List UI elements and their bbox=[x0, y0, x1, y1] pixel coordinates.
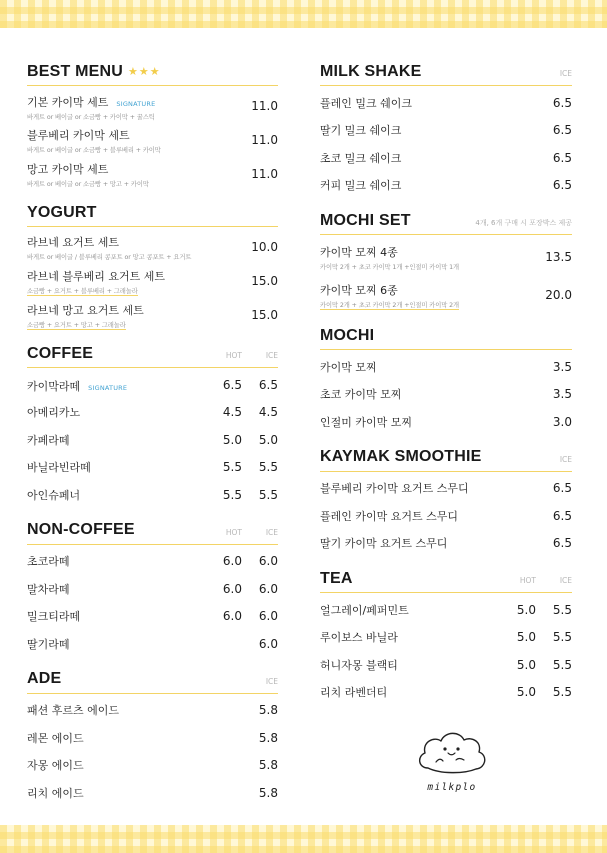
section-header bbox=[27, 666, 278, 694]
item-name: 카페라떼 bbox=[27, 433, 70, 447]
hot-price: 5.5 bbox=[222, 460, 242, 475]
section-title: COFFEE bbox=[27, 344, 94, 362]
menu-item bbox=[27, 752, 278, 780]
item-description: 바게트 or 베이글 or 소금빵 + 망고 + 카이막 bbox=[27, 180, 149, 188]
item-name: 허니자몽 블랙티 bbox=[320, 658, 398, 672]
item-name: 얼그레이/페퍼민트 bbox=[320, 603, 409, 617]
ice-column-label: ICE bbox=[559, 454, 572, 464]
item-name: 초코 카이막 모찌 bbox=[320, 388, 402, 402]
item-name: 패션 후르츠 에이드 bbox=[27, 704, 120, 718]
menu-item bbox=[27, 399, 278, 427]
menu-left-column bbox=[27, 58, 278, 815]
item-name: 플레인 밀크 쉐이크 bbox=[320, 96, 413, 110]
item-price: 15.0 bbox=[251, 274, 278, 288]
item-price: 6.5 bbox=[552, 123, 572, 138]
menu-item bbox=[27, 603, 278, 631]
item-name: 카이막라떼 bbox=[27, 380, 81, 394]
item-price: 15.0 bbox=[251, 308, 278, 322]
item-name: 레몬 에이드 bbox=[27, 731, 84, 745]
item-price: 3.5 bbox=[552, 359, 572, 374]
item-name: 카이막 모찌 bbox=[320, 360, 377, 374]
item-price: 11.0 bbox=[251, 99, 278, 113]
brand-name: milkplo bbox=[427, 782, 477, 793]
item-name: 라브네 요거트 세트 bbox=[27, 235, 120, 249]
ice-column-label: ICE bbox=[265, 527, 278, 537]
item-name: 말차라떼 bbox=[27, 582, 70, 596]
stars-icon: ★★★ bbox=[128, 65, 161, 78]
section-title: MILK SHAKE bbox=[320, 62, 422, 80]
menu-right-column bbox=[320, 58, 572, 714]
section-milk-shake bbox=[320, 58, 572, 199]
menu-item bbox=[320, 381, 572, 409]
ice-price: 5.5 bbox=[552, 657, 572, 672]
menu-item bbox=[320, 651, 572, 679]
menu-item bbox=[320, 502, 572, 530]
section-header bbox=[320, 207, 572, 235]
ice-column-label: ICE bbox=[265, 676, 278, 686]
ice-price: 6.5 bbox=[258, 377, 278, 392]
item-description: 카이막 2개 + 초코 카이막 2개 +인절미 카이막 2개 bbox=[320, 301, 459, 309]
item-price: 5.8 bbox=[258, 785, 278, 800]
section-title: ADE bbox=[27, 670, 62, 687]
item-price: 3.0 bbox=[552, 414, 572, 429]
hot-column-label: HOT bbox=[225, 527, 242, 537]
hot-price: 5.0 bbox=[222, 432, 242, 447]
item-price: 11.0 bbox=[251, 167, 278, 181]
section-header bbox=[27, 58, 278, 86]
section-yogurt bbox=[27, 199, 278, 332]
hot-price: 6.5 bbox=[222, 377, 242, 392]
item-price: 6.5 bbox=[552, 536, 572, 551]
menu-item bbox=[320, 624, 572, 652]
item-name: 인절미 카이막 모찌 bbox=[320, 415, 413, 429]
section-title: BEST MENU bbox=[27, 62, 124, 80]
section-header bbox=[27, 340, 278, 368]
ice-column-label: ICE bbox=[265, 351, 278, 360]
menu-item bbox=[27, 371, 278, 399]
menu-item bbox=[27, 630, 278, 658]
item-name: 카이막 모찌 6종 bbox=[320, 283, 398, 297]
item-description: 바게트 or 베이글 or 소금빵 + 블루베리 + 카이막 bbox=[27, 146, 161, 154]
item-price: 5.8 bbox=[258, 758, 278, 773]
menu-item bbox=[27, 230, 278, 264]
item-name: 라브네 망고 요거트 세트 bbox=[27, 303, 144, 317]
menu-item bbox=[320, 353, 572, 381]
menu-item bbox=[320, 144, 572, 172]
ice-price: 6.0 bbox=[258, 609, 278, 624]
section-title: TEA bbox=[320, 569, 353, 587]
ice-price: 4.5 bbox=[258, 405, 278, 420]
item-name: 기본 카이막 세트 bbox=[27, 96, 109, 109]
section-header bbox=[320, 58, 572, 86]
item-price: 20.0 bbox=[545, 288, 572, 302]
section-kaymak-smoothie bbox=[320, 444, 572, 558]
hot-price: 5.0 bbox=[516, 657, 536, 672]
menu-item bbox=[27, 426, 278, 454]
ice-price: 5.5 bbox=[552, 630, 572, 645]
item-description: 바게트 or 베이글 / 블루베리 콩포트 or 망고 콩포트 + 요거트 bbox=[27, 253, 192, 261]
hot-price: 6.0 bbox=[222, 554, 242, 569]
item-price: 6.5 bbox=[552, 508, 572, 523]
section-title: MOCHI SET bbox=[320, 211, 411, 229]
menu-item bbox=[320, 679, 572, 707]
item-name: 카이막 모찌 4종 bbox=[320, 245, 398, 259]
item-description: 바게트 or 베이글 or 소금빵 + 카이막 + 꿀스틱 bbox=[27, 114, 155, 121]
section-ade bbox=[27, 666, 278, 807]
item-description: 소금빵 + 요거트 + 망고 + 그래놀라 bbox=[27, 321, 126, 329]
section-coffee bbox=[27, 340, 278, 509]
item-price: 11.0 bbox=[251, 133, 278, 147]
item-name: 초코 밀크 쉐이크 bbox=[320, 151, 402, 165]
brand-logo bbox=[414, 728, 490, 793]
ice-column-label: ICE bbox=[559, 576, 572, 585]
menu-item bbox=[320, 89, 572, 117]
item-name: 딸기라떼 bbox=[27, 637, 70, 651]
item-description: 소금빵 + 요거트 + 블루베리 + 그래놀라 bbox=[27, 287, 138, 295]
item-description: 카이막 2개 + 초코 카이막 1개 +인절미 카이막 1개 bbox=[320, 263, 459, 271]
menu-item bbox=[27, 575, 278, 603]
hot-column-label: HOT bbox=[225, 351, 242, 360]
gingham-border-bottom bbox=[0, 825, 607, 853]
section-tea bbox=[320, 565, 572, 706]
ice-price: 6.0 bbox=[258, 636, 278, 651]
menu-item bbox=[320, 530, 572, 558]
item-name: 망고 카이막 세트 bbox=[27, 162, 109, 176]
smiling-cloud-mascot-icon bbox=[414, 728, 490, 780]
item-name: 커피 밀크 쉐이크 bbox=[320, 179, 402, 193]
hot-price: 6.0 bbox=[222, 581, 242, 596]
item-name: 초코라떼 bbox=[27, 555, 70, 569]
menu-item bbox=[320, 276, 572, 314]
item-name: 블루베리 카이막 세트 bbox=[27, 128, 130, 142]
item-price: 13.5 bbox=[545, 250, 572, 264]
hot-price: 4.5 bbox=[222, 405, 242, 420]
hot-price: 6.0 bbox=[222, 609, 242, 624]
item-name: 아인슈페너 bbox=[27, 488, 81, 502]
section-title: MOCHI bbox=[320, 326, 375, 344]
section-mochi bbox=[320, 322, 572, 436]
item-name: 바닐라빈라떼 bbox=[27, 461, 91, 475]
ice-price: 6.0 bbox=[258, 581, 278, 596]
menu-item bbox=[27, 157, 278, 191]
hot-column-label: HOT bbox=[519, 576, 536, 585]
section-mochi-set bbox=[320, 207, 572, 314]
item-name: 리치 에이드 bbox=[27, 786, 84, 800]
section-header bbox=[320, 322, 572, 350]
ice-price: 5.5 bbox=[552, 685, 572, 700]
item-price: 5.8 bbox=[258, 730, 278, 745]
packaging-note: 4개, 6개 구매 시 포장박스 제공 bbox=[475, 219, 572, 227]
item-price: 10.0 bbox=[251, 240, 278, 254]
ice-price: 6.0 bbox=[258, 554, 278, 569]
section-header bbox=[27, 199, 278, 227]
menu-item bbox=[27, 123, 278, 157]
ice-price: 5.5 bbox=[258, 487, 278, 502]
menu-item bbox=[27, 264, 278, 298]
item-name: 딸기 밀크 쉐이크 bbox=[320, 124, 402, 138]
item-price: 6.5 bbox=[552, 178, 572, 193]
gingham-border-top bbox=[0, 0, 607, 28]
menu-item bbox=[27, 724, 278, 752]
item-name: 리치 라벤더티 bbox=[320, 686, 388, 700]
item-price: 6.5 bbox=[552, 481, 572, 496]
hot-price: 5.0 bbox=[516, 685, 536, 700]
section-header bbox=[320, 565, 572, 593]
menu-item bbox=[27, 697, 278, 725]
signature-badge: SIGNATURE bbox=[88, 384, 128, 393]
item-name: 딸기 카이막 요거트 스무디 bbox=[320, 537, 448, 551]
ice-price: 5.0 bbox=[258, 432, 278, 447]
signature-badge: SIGNATURE bbox=[116, 100, 156, 108]
item-name: 아메리카노 bbox=[27, 406, 81, 420]
section-title: YOGURT bbox=[27, 203, 97, 221]
item-price: 6.5 bbox=[552, 150, 572, 165]
menu-item bbox=[27, 454, 278, 482]
menu-item bbox=[320, 238, 572, 276]
ice-price: 5.5 bbox=[552, 602, 572, 617]
section-best-menu bbox=[27, 58, 278, 191]
menu-item bbox=[320, 117, 572, 145]
menu-item bbox=[320, 475, 572, 503]
menu-item bbox=[320, 172, 572, 200]
section-title: NON-COFFEE bbox=[27, 521, 135, 538]
section-title: KAYMAK SMOOTHIE bbox=[320, 448, 482, 465]
menu-item bbox=[27, 548, 278, 576]
item-price: 6.5 bbox=[552, 95, 572, 110]
menu-item bbox=[27, 779, 278, 807]
item-name: 블루베리 카이막 요거트 스무디 bbox=[320, 482, 469, 496]
menu-item bbox=[320, 596, 572, 624]
menu-item bbox=[320, 408, 572, 436]
hot-price: 5.0 bbox=[516, 602, 536, 617]
item-name: 자몽 에이드 bbox=[27, 759, 84, 773]
section-header bbox=[320, 444, 572, 472]
item-name: 루이보스 바닐라 bbox=[320, 631, 398, 645]
item-name: 밀크티라떼 bbox=[27, 610, 81, 624]
menu-item bbox=[27, 89, 278, 123]
hot-price: 5.5 bbox=[222, 487, 242, 502]
section-non-coffee bbox=[27, 517, 278, 658]
ice-column-label: ICE bbox=[559, 69, 572, 78]
item-name: 플레인 카이막 요거트 스무디 bbox=[320, 509, 459, 523]
item-price: 3.5 bbox=[552, 387, 572, 402]
section-header bbox=[27, 517, 278, 545]
item-name: 라브네 블루베리 요거트 세트 bbox=[27, 269, 166, 283]
menu-item bbox=[27, 298, 278, 332]
hot-price: 5.0 bbox=[516, 630, 536, 645]
item-price: 5.8 bbox=[258, 703, 278, 718]
ice-price: 5.5 bbox=[258, 460, 278, 475]
menu-item bbox=[27, 481, 278, 509]
